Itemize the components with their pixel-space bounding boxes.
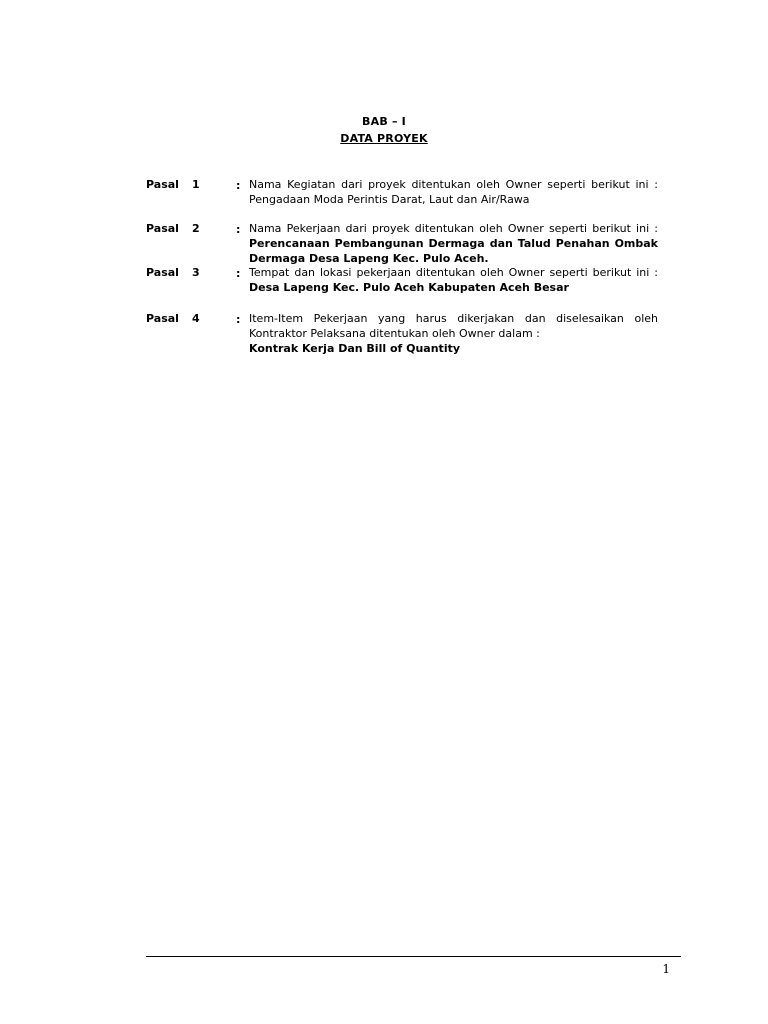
article-description: Nama Pekerjaan dari proyek ditentukan oleh Owner seperti berikut ini : — [249, 222, 658, 235]
article-body — [249, 311, 658, 356]
article-value: Desa Lapeng Kec. Pulo Aceh Kabupaten Aceh Besar — [249, 281, 569, 294]
article-value: Pengadaan Moda Perintis Darat, Laut dan Air/Rawa — [249, 193, 530, 206]
article-body — [249, 177, 658, 207]
article-number: 1 — [192, 178, 200, 191]
article-description: Item-Item Pekerjaan yang harus dikerjakan dan diselesaikan oleh Kontraktor Pelaksana ditentukan oleh Owner dalam : — [249, 312, 658, 340]
article-label: Pasal — [146, 178, 179, 191]
page-number: 1 — [662, 962, 670, 976]
article-label: Pasal — [146, 312, 179, 325]
article-value: Perencanaan Pembangunan Dermaga dan Talud Penahan Ombak Dermaga Desa Lapeng Kec. Pulo Aceh. — [249, 237, 658, 265]
chapter-heading: BAB – I — [362, 115, 406, 128]
article-number: 2 — [192, 222, 200, 235]
article-description: Nama Kegiatan dari proyek ditentukan oleh Owner seperti berikut ini : — [249, 178, 658, 191]
article-separator: : — [236, 267, 241, 280]
article-number: 4 — [192, 312, 200, 325]
article-label: Pasal — [146, 266, 179, 279]
article-body — [249, 221, 658, 266]
article-label: Pasal — [146, 222, 179, 235]
footer-divider — [146, 956, 681, 957]
article-body — [249, 265, 658, 295]
article-number: 3 — [192, 266, 200, 279]
article-separator: : — [236, 223, 241, 236]
article-separator: : — [236, 313, 241, 326]
article-separator: : — [236, 179, 241, 192]
article-value: Kontrak Kerja Dan Bill of Quantity — [249, 342, 461, 355]
article-description: Tempat dan lokasi pekerjaan ditentukan oleh Owner seperti berikut ini : — [249, 266, 658, 279]
page-title: DATA PROYEK — [340, 132, 428, 145]
